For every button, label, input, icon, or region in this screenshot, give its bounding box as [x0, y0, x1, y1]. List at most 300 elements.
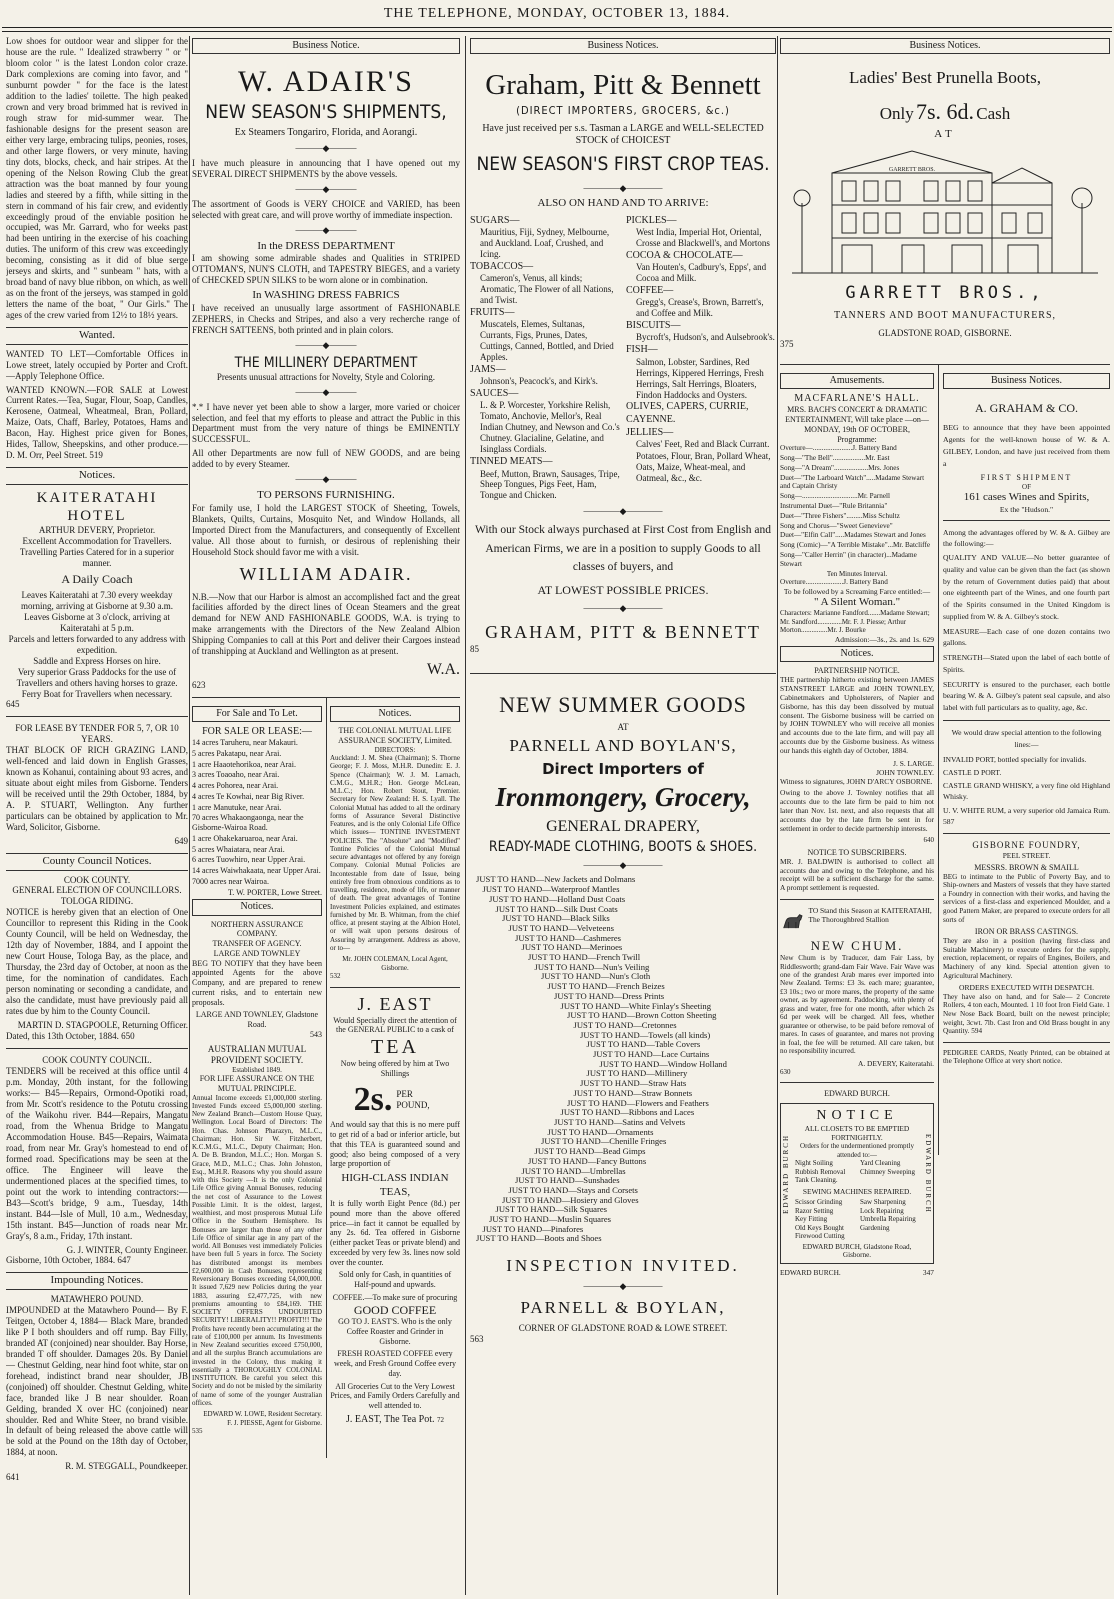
impound-sub: MATAWHERO POUND.: [50, 1293, 144, 1304]
stock-category: SUGARS—: [470, 214, 520, 226]
council-text: NOTICE is hereby given that an election of One Councillor to represent this Riding in the Cook County Council, will be held on Wednesday, the 12th day of November, 1884, and I appoint the new Court House, Tologa Bay, as the place, and Thursday, the 23rd day of October, at noon as the time, for the nomination of candidates. Each person nominating or seconding a candidate, and also the candidate, must have previously paid all rates due by him to the County Council.: [6, 907, 188, 1017]
pb-at: AT: [617, 721, 629, 732]
burch-service: Lock Repairing: [860, 1206, 904, 1215]
just-to-hand-item: JUST TO HAND—Millinery: [586, 1068, 688, 1079]
sale-item: 3 acres Toaoaho, near Arai.: [192, 770, 280, 780]
amp-text: Annual Income exceeds £1,000,000 sterling. Invested Funds exceed £5,000,000 sterling. New Zealand Branch—Custom House Quay, Wellington. Local Board of Directors: The Hon. Chas. Johnson Pharazyn, M.L.C., Chairman; Hon. Sir W. Fitzherbert, K.C.M.G., M.L.C., Deputy Chairman; Hon. A. De B. Brandon, M.L.C.; Hon. Morgan S. Grace, M.D., M.L.C.; Chas. John Johnston, Esq., M.H.R. Reasons why you should assure with this Society —It is the only Colonial Life Office giving Annual Bonuses, reducing the net cost of Assurance to the Lowest Possible Limit. It is the oldest, largest, wealthiest, and most prosperous Mutual Life Office in the Southern Hemisphere. Its Bonuses are larger than those of any other Life Office of similar age in any part of the world. All Bonuses vest immediately Policies have been full 5 years in force. The Society has distributed amongst its members £2,600,000 in Cash Bonuses, representing Reversionary Bonuses exceeding £4,000,000. It issued 7,629 new Policies during the year 1883, assuring £2,477,725, with new premiums amounting to £84,169. THE SOCIETY OFFERS UNDOUBTED SECURITY! LIBERALITY!! PROFIT!!! The Profits have recently been accumulating at the rate of £100,000 per annum. Its Investments in New Zealand securities exceed £750,000, and all the surplus Branch accumulations are invested in the Colony, thus making it essentially a THOROUGHLY COLONIAL INSTITUTION. Be careful you select this Society and do not be misled by the similarity of name of some of the younger Australian offices.: [192, 1093, 322, 1407]
masthead: THE TELEPHONE, MONDAY, OCTOBER 13, 1884.: [383, 6, 731, 21]
amp-est: Established 1849.: [232, 1065, 282, 1074]
just-to-hand-item: JUST TO HAND—Holland Dust Coats: [489, 893, 626, 904]
partner-sign: J. S. LARGE.: [893, 758, 934, 768]
council-sub: GENERAL ELECTION OF COUNCILLORS.: [12, 885, 182, 896]
council-sub: TOLOGA RIDING.: [60, 896, 134, 907]
burch-side-text: EDWARD BURCH: [924, 1134, 932, 1214]
column-divider: [465, 36, 466, 1595]
gpb-name: Graham, Pitt & Bennett: [485, 69, 761, 102]
foundry-sale: They have also on hand, and for Sale— 2 Concrete Rollers, 4 ton each, Mounted. 1 10 foot Iron Field Gate. 1 New Nose Back Board, built on the newest principle; weight, 3cwt. 7lb. Cast Iron and Old Brass bought in any Quantity. 594: [943, 992, 1110, 1036]
impound-heading: Impounding Notices.: [6, 1272, 188, 1289]
burch-services-right2: [860, 1198, 919, 1241]
programme-item: Duet—"The Larboard Watch".....Madame Stewart and Captain Christy: [780, 473, 925, 491]
stud-intro: TO Stand this Season at KAITERATAHI, The Thoroughbred Stallion: [808, 906, 932, 925]
subs-text: MR. J. BALDWIN is authorised to collect all accounts due and owing to the Telephone, and his receipt will be a sufficient discharge for the same. A prompt settlement is requested.: [780, 856, 934, 893]
column-2a-lower: [192, 704, 322, 1436]
pb-direct: Direct Importers of: [542, 759, 704, 778]
sale-item: 1 acre Haaotehorikoa, near Arai.: [192, 759, 296, 769]
just-to-hand-item: JUST TO HAND—Boots and Shoes: [476, 1233, 602, 1244]
sale-list: [192, 738, 322, 887]
burch-foot: EDWARD BURCH. 347: [780, 1268, 934, 1278]
hotel-proprietor: ARTHUR DEVERY, Proprietor.: [38, 525, 156, 536]
graham-text: BEG to announce that they have been appointed Agents for the well-known house of W. & A. GILBEY, London, and have just received from them a: [943, 422, 1110, 469]
sale-item: 70 acres Whakaongaonga, near the Gisborne-Wairoa Road.: [192, 813, 304, 833]
sale-item: 7000 acres near Wairoa.: [192, 876, 269, 886]
ad-number: 645: [6, 699, 20, 710]
assurance-sub: TRANSFER OF AGENCY.: [212, 939, 302, 949]
partner-sign: JOHN TOWNLEY.: [876, 767, 934, 777]
stock-group: [470, 307, 620, 363]
east-para: And would say that this is no mere puff to get rid of a bad or inferior article, but that this TEA is guaranteed sound and good; also being composed of a very large proportion of: [330, 1120, 460, 1169]
just-to-hand-item: JUST TO HAND—Waterproof Mantles: [482, 884, 620, 895]
council2-sign: G. J. WINTER, County Engineer.: [66, 1244, 188, 1255]
coach-line: Saddle and Express Horses on hire.: [33, 655, 161, 666]
gpb-also: ALSO ON HAND AND TO ARRIVE:: [537, 197, 709, 210]
burch-services-left: [795, 1159, 854, 1185]
stock-category: TINNED MEATS—: [470, 456, 553, 468]
stock-category: PICKLES—: [626, 214, 677, 226]
cml-text: Auckland: J. M. Shea (Chairman); S. Thorne George; F. J. Moss, M.H.R. Dunedin: E. J. Spence (Chairman); W. J. M. Larnach, C.M.G., M.H.R.; Hon. George McLean, M.L.C.; Hon. Robert Stout, Premier. Secretary for New Zealand: H. S. Lyall. The Colonial Mutual has added to all the ordinary forms of Assurance Several Distinctive Features, and is the only Colonial Life Office which issues— TONTINE INVESTMENT POLICIES. The "Absolute" and "Modified" Tontine Policies of the Colonial Mutual secure advantages not offered by any foreign Company. Colonial Mutual Policies are Incontestable from date of Issue, being entirely free from obnoxious conditions as to travelling, residence, mode of life, or manner of death. The great advantages of Tontine Investment Policies explained, and estimates furnished by Mr. B. Whitman, from the chief office, at present staying at the Albion Hotel, or will wait upon persons desirous of Assuring by arrangement. Address as above, or to—: [330, 754, 460, 952]
graham-measure: MEASURE—Each case of one dozen contains two gallons.: [943, 626, 1110, 648]
programme-item: Duet—"Elfin Call".....Madames Stewart and Jones: [780, 531, 926, 540]
graham-of: OF: [1022, 482, 1031, 491]
amuse-characters: Characters: Marianne Fandford.......Madame Stewart; Mr. Sandford..............Mr. F. J. Piesse; Arthur Morton...............Mr. J. Bourke: [780, 609, 930, 635]
stock-group: [626, 320, 776, 343]
column-2b-lower: [330, 704, 460, 1426]
lease-heading: FOR LEASE BY TENDER FOR 5, 7, OR 10 YEARS.: [15, 723, 179, 745]
adair-subtitle: NEW SEASON'S SHIPMENTS,: [205, 100, 447, 123]
lease-text: THAT BLOCK OF RICH GRAZING LAND, well-fenced and laid down in English Grasses, known as Kohanui, containing about 93 acres, and situate about eight miles from Gisborne. Tenders will be received until the 29th October, 1884, by A. P. STUART, Wellington. Any further particulars can be obtained by application to Mr. Ward, Solicitor, Gisborne.: [6, 745, 188, 833]
burch-service: Old Keys Bought: [795, 1223, 844, 1232]
adair-signature: WILLIAM ADAIR.: [239, 563, 413, 584]
sale-item: 1 acre Ohakekaruaroa, near Arai.: [192, 833, 298, 843]
east-para: FRESH ROASTED COFFEE every week, and Fresh Ground Coffee every day.: [333, 1349, 457, 1378]
ad-number: 375: [780, 339, 794, 350]
notices-heading: Notices.: [330, 706, 460, 722]
millinery-heading: THE MILLINERY DEPARTMENT: [234, 354, 418, 371]
burch-service: Yard Cleaning: [860, 1159, 901, 1168]
stock-group: [626, 215, 776, 249]
pb-just-to-hand-list: [470, 875, 776, 1244]
gpb-teas: NEW SEASON'S FIRST CROP TEAS.: [476, 153, 770, 176]
impound-text: IMPOUNDED at the Matawhero Pound— By F. Teitgen, October 4, 1884— Black Mare, branded like P I both shoulders and off rump. Bay Filly, branded AT (conjoined) near shoulder. Bay Horse, branded T off shoulder. Damages 20s. By Daniel— Chestnut Gelding, near hind foot white, star on forehead, indistinct brand near shoulder, JB (conjoined) off shoulder. Chestnut Gelding, white face, branded like J B near shoulder. Roan Gelding, branded X over HC (conjoined) near shoulder. Red and White Steer, no brand visible. In default of being released the above cattle will be sold at the Pound on the 18th day of October, 1884, at noon.: [6, 1304, 188, 1458]
stud-name: NEW CHUM.: [810, 938, 904, 954]
notices-heading: Notices.: [780, 646, 934, 662]
graham-cases: 161 cases Wines and Spirits,: [963, 491, 1090, 504]
sale-item: 1 acre Manutuke, near Arai.: [192, 802, 282, 812]
just-to-hand-item: JUST TO HAND—Nun's Veiling: [534, 961, 650, 972]
gpb-stock-right: [626, 215, 776, 503]
east-name: J. EAST: [357, 993, 433, 1014]
stock-group: [470, 215, 620, 260]
partner-witness: Witness to signatures, JOHN D'ARCY OSBORNE.: [780, 776, 933, 786]
programme-item: Instrumental Duet—"Rule Britannia": [780, 502, 888, 511]
programme-item: Song—...............................Mr. Parnell: [780, 492, 891, 501]
stock-group: [626, 250, 776, 284]
stock-items: Cameron's, Venus, all kinds; Aromatic, The Flower of all Nations, and Twist.: [480, 273, 614, 306]
graham-strength: STRENGTH—Stated upon the label of each bottle of Spirits.: [943, 653, 1110, 674]
just-to-hand-item: JUST TO HAND—Table Covers: [586, 1039, 701, 1050]
ornament-divider: ————◆————: [583, 860, 663, 871]
adair-nb: N.B.—Now that our Harbor is almost an accomplished fact and the great facilities afforded by the direct lines of Ocean Steamers and the great demand for NEW AND FASHIONABLE GOODS, W.A. is trying to make arrangements with the Directors of the New Zealand Albion Shipping Companies to call at this Port and deliver their Cargoes instead of transhipping at Auckland and Wellington as at present.: [192, 591, 460, 657]
foundry-iron: IRON OR BRASS CASTINGS.: [974, 927, 1079, 937]
just-to-hand-item: JUST TO HAND—Window Holland: [599, 1058, 727, 1069]
adair-ships: Ex Steamers Tongariro, Florida, and Aorangi.: [234, 126, 418, 138]
stock-items: Calves' Feet, Red and Black Currant.: [636, 439, 770, 450]
garrett-price: 7s. 6d.: [915, 98, 975, 124]
graham-quality: QUALITY AND VALUE—No better guarantee of quality and value can be given than the fact (as shown by the return of Government duties paid) that about one eighteenth part of the Wines, and one fourth part of the Spirits consumed in the United Kingdom is supplied from W. & A. Gilbey's stock.: [943, 553, 1110, 621]
foundry-name: MESSRS. BROWN & SMAILL: [974, 862, 1079, 872]
burch-side-text: EDWARD BURCH: [782, 1134, 790, 1214]
column-divider: [938, 365, 939, 1155]
just-to-hand-item: JUST TO HAND—New Jackets and Dolmans: [476, 874, 636, 885]
stock-group: [626, 344, 776, 400]
just-to-hand-item: JUST TO HAND—Dress Prints: [554, 990, 665, 1001]
pedigree-ad: PEDIGREE CARDS, Neatly Printed, can be obtained at the Telephone Office at very short notice.: [943, 1048, 1110, 1066]
just-to-hand-item: JUST TO HAND—Brown Cotton Sheeting: [567, 1010, 717, 1021]
burch-box: [780, 1103, 934, 1264]
ornament-divider: ———◆———: [295, 143, 357, 154]
column-2: [192, 36, 460, 1593]
amuse-overture: Overture.....................J. Battery Band: [780, 578, 888, 587]
hotel-line: Travelling Parties Catered for in a superior manner.: [19, 547, 175, 569]
amuse-list: [780, 444, 934, 568]
amp-sign: F. J. PIESSE, Agent for Gisborne.: [227, 1418, 322, 1427]
garrett-trade: TANNERS AND BOOT MANUFACTURERS,: [833, 309, 1057, 321]
just-to-hand-item: JUST TO HAND—Muslin Squares: [489, 1214, 611, 1225]
amusements-heading: Amusements.: [780, 373, 934, 389]
stock-group: [626, 427, 776, 450]
millinery-para: *.* I have never yet been able to show a larger, more varied or choicer selection, and feel that my efforts to please and attract the Public in this Department must from the very nature of things be EMINENTLY SUCCESSFUL.: [192, 401, 460, 445]
sale-sign: T. W. PORTER, Lowe Street.: [227, 887, 322, 897]
stock-items: Gregg's, Crease's, Brown, Barrett's, and Coffee and Milk.: [636, 297, 764, 319]
subs-title: NOTICE TO SUBSCRIBERS.: [807, 847, 907, 857]
assurance-text: BEG TO NOTIFY that they have been appointed Agents for the above Company, and are prepared to renew current risks, and to entertain new proposals.: [192, 958, 322, 1007]
column-3: [470, 36, 776, 1593]
burch-service: Umbrella Repairing: [860, 1215, 916, 1224]
burch-orders: Orders for the undermentioned promptly attended to:—: [800, 1142, 914, 1159]
masthead-rule-bottom: [2, 31, 1112, 32]
sale-item: 4 acres Pohorea, near Arai.: [192, 781, 279, 791]
column-4a: [780, 371, 934, 1277]
burch-services-right: [860, 1159, 919, 1185]
east-para: GO TO J. EAST'S. Who is the only Coffee Roaster and Grinder in Gisborne.: [338, 1317, 452, 1346]
graham-security: SECURITY is ensured to the purchaser, each bottle bearing W. & A. Gilbey's patent seal capsule, and also label with full particulars as to quality, age, &c.: [943, 679, 1110, 713]
east-para: Would Specially direct the attention of the GENERAL PUBLIC to a cask of: [333, 1015, 457, 1035]
adair-initials: W.A.: [426, 661, 460, 679]
just-to-hand-item: JUST TO HAND—Towels (all kinds): [580, 1029, 711, 1040]
stock-group: [470, 364, 620, 387]
ornament-divider: ————◆————: [583, 603, 663, 614]
council2-heading: COOK COUNTY COUNCIL.: [42, 1055, 152, 1066]
wash-text: I have received an unusually large assortment of FASHIONABLE ZEPHERS, in Checks and Stripes, and also a very recherche range of FRENCH SATTEENS, both printed and in plain colors.: [192, 302, 460, 335]
graham-line: U. V. WHITE RUM, a very superior old Jamaica Rum. 587: [943, 805, 1110, 826]
just-to-hand-item: JUST TO HAND—Silk Squares: [495, 1204, 607, 1215]
stock-category: JAMS—: [470, 364, 506, 376]
building-sign-text: GARRETT BROS.: [888, 167, 936, 174]
adair-para: The assortment of Goods is VERY CHOICE and VARIED, has been selected with great care, and will prove worthy of immediate inspection.: [192, 199, 460, 220]
programme-item: Song and Chorus—"Sweet Genevieve": [780, 521, 893, 530]
business-notices-heading: Business Notices.: [780, 38, 1110, 54]
garrett-at: AT: [934, 127, 956, 140]
partner-text2: Owing to the above J. Townley notifies that all accounts due to the late firm be paid to him not later than Nov. 1st. next, and also requests that all accounts due by the late firm be sent in for settlement in order to decide partnership interests.: [780, 788, 934, 833]
stock-category: JELLIES—: [626, 426, 674, 438]
stock-group: [470, 388, 620, 455]
column-divider: [189, 36, 190, 1595]
stock-category: COCOA & CHOCOLATE—: [626, 250, 743, 262]
burch-head: EDWARD BURCH.: [824, 1089, 890, 1099]
programme-item: Duet—"Three Fishers".........Miss Schultz: [780, 511, 900, 520]
just-to-hand-item: JUST TO HAND—Lace Curtains: [593, 1049, 710, 1060]
foundry-sub: PEEL STREET.: [1002, 850, 1051, 860]
wanted-ad-orr: WANTED KNOWN.—FOR SALE at Lowest Current Rates.—Tea, Sugar, Flour, Soap, Candles, Kerosene, Oatmeal, Wheatmeal, Bran, Pollard, Maize, Oats, Chaff, Barley, Potatoes, Hams and Bacon, Hay. Highest price given for Bones, Hides, Tallow, Sheepskins, and other produce.—D. M. Orr, Peel Street. 519: [6, 384, 188, 461]
just-to-hand-item: JUST TO HAND—Merinoes: [521, 942, 623, 953]
burch-service: Rubbish Removal: [795, 1167, 846, 1176]
gpb-sign: GRAHAM, PITT & BENNETT: [485, 622, 761, 643]
burch-sub: ALL CLOSETS TO BE EMPTIED FORTNIGHTLY.: [804, 1124, 910, 1143]
sale-item: 5 acres Whaiatara, near Arai.: [192, 844, 285, 854]
wash-heading: In WASHING DRESS FABRICS: [252, 289, 400, 302]
just-to-hand-item: JUST TO HAND—Ornaments: [547, 1126, 654, 1137]
council2-text: TENDERS will be received at this office until 4 p.m. Monday, 20th instant, for the following works:— B45—Repairs, Ormond-Opotiki road, from Mr. Scott's residence to the Potutu crossing of the Waikohu river. B44—Repairs, Mangatu road, from the Whenua Bridge to Mangatu Accommodation House. B45—Repairs, Waimata road, from near Mr. Gray's homestead to end of formed road. Specifications may be seen at the office. The Engineer will leave the undermentioned places at the specified times, to point out the work to intending contractors:— B43—Scott's bridge, 9 a.m., Tuesday, 14th instant. B44—Isle of Mull, 10 a.m., Wednesday, 15th instant. B45—Junction of roads near Mr. Gray's, 8 a.m., Friday, 17th instant.: [6, 1066, 188, 1241]
stock-items: Salmon, Lobster, Sardines, Red Herrings, Kippered Herrings, Fresh Herrings, Salt Herrings, Bloaters, Findon Haddocks and Oysters.: [636, 356, 764, 400]
stock-group: [626, 285, 776, 319]
just-to-hand-item: JUST TO HAND—Umbrellas: [521, 1165, 626, 1176]
ad-number: 563: [470, 1333, 484, 1344]
for-sale-heading: For Sale and To Let.: [192, 706, 322, 722]
garrett-line1: Ladies' Best Prunella Boots,: [849, 68, 1041, 88]
just-to-hand-item: JUST TO HAND—Cretonnes: [573, 1019, 677, 1030]
council-sub: COOK COUNTY.: [63, 874, 131, 885]
wanted-ad-offices: WANTED TO LET—Comfortable Offices in Lowe street, lately occupied by Porter and Croft.—Apply Telephone Office.: [6, 348, 188, 381]
burch-service: Scissor Grinding: [795, 1197, 843, 1206]
furnishing-text: For family use, I hold the LARGEST STOCK of Sheeting, Towels, Blankets, Quilts, Curtains, Mosquito Net, and Window Hollands, all Imported Direct from the Manufacturers, and consequently of Excellent value. All those about to furnish, or desirous of replenishing their Household Stock should favor me with a visit.: [192, 502, 460, 557]
coach-line: Very superior Grass Paddocks for the use of Travellers and others having horses to graze.: [16, 666, 178, 688]
just-to-hand-item: JUST TO HAND—Velveteens: [508, 922, 615, 933]
ornament-divider: ————◆————: [583, 506, 663, 517]
burch-notice: NOTICE: [816, 1108, 898, 1124]
graham-line: CASTLE GRAND WHISKY, a very fine old Highland Whisky.: [943, 780, 1110, 801]
adair-name: W. ADAIR'S: [238, 65, 414, 99]
programme-item: Song—"The Bell"..................Mr. East: [780, 454, 890, 463]
stock-category: FRUITS—: [470, 307, 515, 319]
burch-service: Saw Sharpening: [860, 1197, 906, 1206]
ad-number: 543: [310, 1029, 322, 1039]
pb-inspection: INSPECTION INVITED.: [506, 1256, 740, 1276]
east-para: Now being offered by him at Two Shillings: [340, 1059, 450, 1079]
amp-title: AUSTRALIAN MUTUAL PROVIDENT SOCIETY.: [207, 1043, 307, 1065]
amuse-programme: Programme:: [837, 434, 877, 444]
stock-items: Johnson's, Peacock's, and Kirk's.: [480, 376, 598, 387]
burch-service: Firewood Cutting: [795, 1232, 845, 1241]
stock-group: [626, 401, 776, 425]
programme-item: Song—"Caller Herrin" (in character)...Madame Stewart: [780, 550, 917, 568]
column-divider: [326, 698, 327, 1458]
furnishing-heading: TO PERSONS FURNISHING.: [257, 489, 395, 502]
amuse-admission: Admission:—3s., 2s. and 1s. 629: [834, 634, 934, 644]
burch-service: Key Fitting: [795, 1215, 828, 1224]
just-to-hand-item: JUST TO HAND—Silk Dust Coats: [495, 903, 618, 914]
assurance-sub: LARGE AND TOWNLEY: [213, 948, 301, 958]
east-price: 2s.: [353, 1080, 393, 1118]
burch-services-left2: [795, 1198, 854, 1241]
masthead-rule-top: [2, 27, 1112, 28]
column-4b: [943, 371, 1110, 1069]
east-para: All Groceries Cut to the Very Lowest Prices, and Family Orders Carefully and well attended to.: [330, 1381, 460, 1411]
stock-category: OLIVES, CAPERS, CURRIE, CAYENNE.: [626, 401, 749, 425]
dress-heading: In the DRESS DEPARTMENT: [257, 239, 395, 252]
coach-line: Leaves Kaiteratahi at 7.30 every weekday morning, arriving at Gisborne at 9.30 a.m.: [21, 589, 173, 611]
gpb-stock-left: [470, 215, 620, 503]
burch-service: Razor Setting: [795, 1206, 834, 1215]
ornament-divider: ———◆———: [295, 224, 357, 235]
sale-item: 14 acres Waiwhakaata, near Upper Arai.: [192, 866, 321, 876]
ornament-divider: ———◆———: [295, 386, 357, 397]
business-notices-heading: Business Notices.: [943, 373, 1110, 389]
graham-line: CASTLE D PORT.: [943, 767, 1002, 777]
cml-sign: Mr. JOHN COLEMAN, Local Agent, Gisborne.: [342, 955, 448, 972]
just-to-hand-item: JUST TO HAND—Hosiery and Gloves: [502, 1194, 639, 1205]
gpb-sub: (DIRECT IMPORTERS, GROCERS, &c.): [516, 103, 730, 117]
partner-title: PARTNERSHIP NOTICE.: [814, 666, 900, 676]
just-to-hand-item: JUST TO HAND—Flowers and Feathers: [567, 1097, 709, 1108]
just-to-hand-item: JUST TO HAND—Cashmeres: [515, 932, 621, 943]
gpb-para: With our Stock always purchased at First Cost from English and American Firms, we are in a position to supply Goods to all classes of buyers, and: [475, 524, 771, 574]
foundry-text2: They are also in a position (having first-class and Suitable Machinery) to execute orders for the supply, erection, replacement, or repairs of Engines, Boilers, and Machinery of any kind. Special attention given to Agricultural Machinery.: [943, 937, 1110, 980]
millinery-para: All other Departments are now full of NEW GOODS, and are being added to by every Steamer.: [192, 448, 460, 470]
foundry-text: BEG to intimate to the Public of Poverty Bay, and to Ship-owners and Masters of vessels that they have started a Foundry in connection with their works, and having the services of a first-class and experienced Moulder, and a good Pattern Maker, are prepared to execute orders for all sorts of: [943, 872, 1110, 924]
coach-title: A Daily Coach: [61, 572, 133, 587]
foundry-despatch: ORDERS EXECUTED WITH DESPATCH.: [958, 983, 1094, 993]
ad-number: 630: [780, 1067, 791, 1076]
stud-sign: A. DEVERY, Kaiteratahi.: [857, 1058, 934, 1068]
graham-attention: We would draw special attention to the following lines:—: [951, 728, 1102, 749]
assurance-sign: LARGE AND TOWNLEY, Gladstone Road.: [195, 1010, 319, 1030]
cml-title: THE COLONIAL MUTUAL LIFE ASSURANCE SOCIETY, Limited.: [338, 726, 452, 745]
amuse-farce-name: " A Silent Woman.": [813, 595, 901, 608]
amuse-interval: Ten Minutes Interval.: [826, 569, 888, 578]
graham-first: FIRST SHIPMENT: [980, 473, 1073, 483]
stock-category: COFFEE—: [626, 285, 674, 297]
wanted-heading: Wanted.: [6, 327, 188, 344]
column-divider: [777, 36, 778, 1595]
foundry-title: GISBORNE FOUNDRY,: [972, 839, 1081, 850]
horse-icon: [780, 906, 804, 938]
amp-sign: EDWARD W. LOWE, Resident Secretary.: [203, 1410, 322, 1419]
stock-group: [470, 261, 620, 306]
east-tea: TEA: [371, 1036, 419, 1059]
gpb-lowest: AT LOWEST POSSIBLE PRICES.: [537, 582, 709, 597]
east-highclass: HIGH-CLASS INDIAN TEAS,: [341, 1172, 449, 1198]
stock-category: SAUCES—: [470, 388, 519, 400]
just-to-hand-item: JUST TO HAND—Pinafores: [482, 1223, 584, 1234]
ad-number: 623: [192, 679, 206, 690]
amuse-text: MRS. BACH'S CONCERT & DRAMATIC ENTERTAINMENT, Will take place —on— MONDAY, 19th OF OCTOBER,: [785, 405, 929, 434]
just-to-hand-item: JUST TO HAND—Nun's Cloth: [541, 971, 651, 982]
just-to-hand-item: JUST TO HAND—Chenille Fringes: [541, 1136, 667, 1147]
east-para: Sold only for Cash, in quantities of Half-pound and upwards.: [338, 1270, 452, 1289]
sale-item: 4 acres Te Kowhai, near Big River.: [192, 791, 305, 801]
stock-items: Bycroft's, Hudson's, and Aulsebrook's.: [636, 332, 775, 343]
coach-line: Leaves Gisborne at 3 o'clock, arriving at Kaiteratahi at 5 p.m.: [24, 611, 170, 633]
east-coffee: GOOD COFFEE: [353, 1302, 437, 1317]
pb-title: NEW SUMMER GOODS: [499, 692, 747, 718]
just-to-hand-item: JUST TO HAND—Ribbons and Laces: [560, 1107, 695, 1118]
hotel-title: KAITERATAHI HOTEL: [36, 489, 158, 524]
stock-group: [470, 456, 620, 501]
programme-item: Song (Comic)—"A Terrible Mistake"...Mr. Batcliffe: [780, 541, 931, 550]
stock-items: L. & P. Worcester, Yorkshire Relish, Tomato, Anchovie, Mellor's, Real Indian Chutney, and Newson and Co.'s Chutney. Glacialine, Gelatine, and Isinglass Cordials.: [480, 400, 620, 455]
business-notice-heading: Business Notice.: [192, 38, 460, 54]
coach-line: Ferry Boat for Travellers when necessary.: [21, 688, 173, 699]
hotel-line: Excellent Accommodation for Travellers.: [22, 536, 172, 547]
cml-directors: DIRECTORS:: [374, 745, 416, 754]
just-to-hand-item: JUST TO HAND—Bead Gimps: [534, 1146, 646, 1157]
stock-items: Van Houten's, Cadbury's, Epps', and Cocoa and Milk.: [636, 262, 767, 284]
pb-name: PARNELL AND BOYLAN'S,: [509, 735, 737, 755]
east-sign: J. EAST, The Tea Pot. 72: [346, 1413, 444, 1425]
ad-number: 532: [330, 972, 341, 981]
pb-iron: Ironmongery, Grocery,: [495, 781, 751, 812]
fashion-notes: Low shoes for outdoor wear and slipper for the house are the rule. " Idealized strawberry " or " bloom color " is the latest London color craze. Dark complexions are coming into favor, and " sunburnt powder " for the face is the latest addition to the ladies' toilette. The high peaked crown and very broad brimmed hat is revived in rough straw for mid-summer wear. The fashionable designs for the present season are either very large, embracing tulips, peonies, roses, and other large flowers, or very minute, having tiny dots, blocks, check, and hair stripes. At the opening of the Nelson Rowing Club the great attraction was the boat manned by four young ladies and steered by a fifth, while sitting in the stern in command of his fair crew, and evidently exceedingly proud of the enviable position he occupied, was Mr. Garrard, who for weeks past had been untiring in the exercise of his coaching duties. The uniform of this crew was exceedingly becoming, consisting as it did of blue serge jerseys and skirts, and " sunbeam " hats, with a broad band of navy blue ribbon, on which, as well as on the front of the jerseys, was stamped in gold letters the name of the boat, " Our Girls." The ages of the crew varied from 12½ to 18½ years.: [6, 36, 188, 321]
east-coffee-note: COFFEE.—To make sure of procuring: [332, 1292, 458, 1302]
stock-items: Potatoes, Flour, Bran, Pollard Wheat, Oats, Maize, Wheat-meal, and Oatmeal, &c., &c.: [636, 451, 771, 483]
burch-service: Gardening: [860, 1223, 890, 1232]
adair-para: I have much pleasure in announcing that I have opened out my SEVERAL DIRECT SHIPMENTS by the above vessels.: [192, 158, 460, 180]
stud-text: New Chum is by Traducer, dam Fair Lass, by Riddlesworth; grand-dam Fair Wave. Fair Wave was one of the grandest Arab mares ever imported into New Zealand. Terms: £3 3s. each mare; guarantee, £3 10s.; two or more mares, the property of the same owner, as by agreement. Paddocking, with plenty of grass and water, free for one month, after which 2s 6d per week will be charged. All fees, whether guarantee or otherwise, to be paid before removal of mares. In cases of guarantee, and mares not proving in foal, the fee will be returned. All care taken, but no responsibility incurred.: [780, 954, 934, 1056]
impound-sign: R. M. STEGGALL, Poundkeeper.: [65, 1461, 188, 1472]
burch-sew: SEWING MACHINES REPAIRED.: [802, 1186, 912, 1196]
east-para: It is fully worth Eight Pence (8d.) per pound more than the above offered price—in fact it cannot be equalled by any 2s. 6d. Tea offered in Gisborne (either packet Teas or private blend) and exceeded by very few 3s. lines now sold over the counter.: [330, 1199, 460, 1267]
burch-service: Chimney Sweeping: [860, 1167, 916, 1176]
programme-item: Overture—......................J. Battery Band: [780, 444, 897, 453]
east-per: PER POUND,: [396, 1088, 430, 1110]
stock-category: BISCUITS—: [626, 320, 681, 332]
stock-items: West India, Imperial Hot, Oriental, Crosse and Blackwell's, and Mortons: [636, 227, 770, 249]
sale-title: FOR SALE OR LEASE:—: [202, 726, 312, 737]
ornament-divider: ————◆————: [583, 182, 663, 193]
burch-service: Night Soiling: [795, 1159, 833, 1168]
notices-heading: Notices.: [192, 899, 322, 915]
graham-ex: Ex the "Hudson.": [999, 504, 1054, 514]
council-sign: MARTIN D. STAGPOOLE, Returning Officer.: [17, 1020, 188, 1031]
building-illustration: [780, 143, 1110, 281]
column-4: [780, 36, 1110, 1593]
column-1: [6, 36, 188, 1593]
just-to-hand-item: JUST TO HAND—Fancy Buttons: [528, 1155, 647, 1166]
ornament-divider: ———◆———: [295, 184, 357, 195]
ad-number: 85: [470, 644, 479, 655]
gpb-stock-list: [470, 215, 776, 503]
just-to-hand-item: JUST TO HAND—White Finlay's Sheeting: [560, 1000, 712, 1011]
council2-date: Gisborne, 10th October, 1884. 647: [6, 1255, 131, 1266]
sale-item: 5 acres Pakatapu, near Arai.: [192, 748, 282, 758]
just-to-hand-item: JUST TO HAND—Satins and Velvets: [554, 1116, 686, 1127]
just-to-hand-item: JUST TO HAND—Black Silks: [502, 913, 610, 924]
coach-line: Parcels and letters forwarded to any address with expedition.: [8, 633, 186, 655]
stock-items: Mauritius, Fiji, Sydney, Melbourne, and Auckland. Loaf, Crushed, and Icing.: [480, 227, 610, 260]
burch-service: Tank Cleaning.: [795, 1176, 838, 1185]
council-heading: County Council Notices.: [6, 853, 188, 870]
sale-item: 14 acres Taruheru, near Makauri.: [192, 738, 298, 748]
